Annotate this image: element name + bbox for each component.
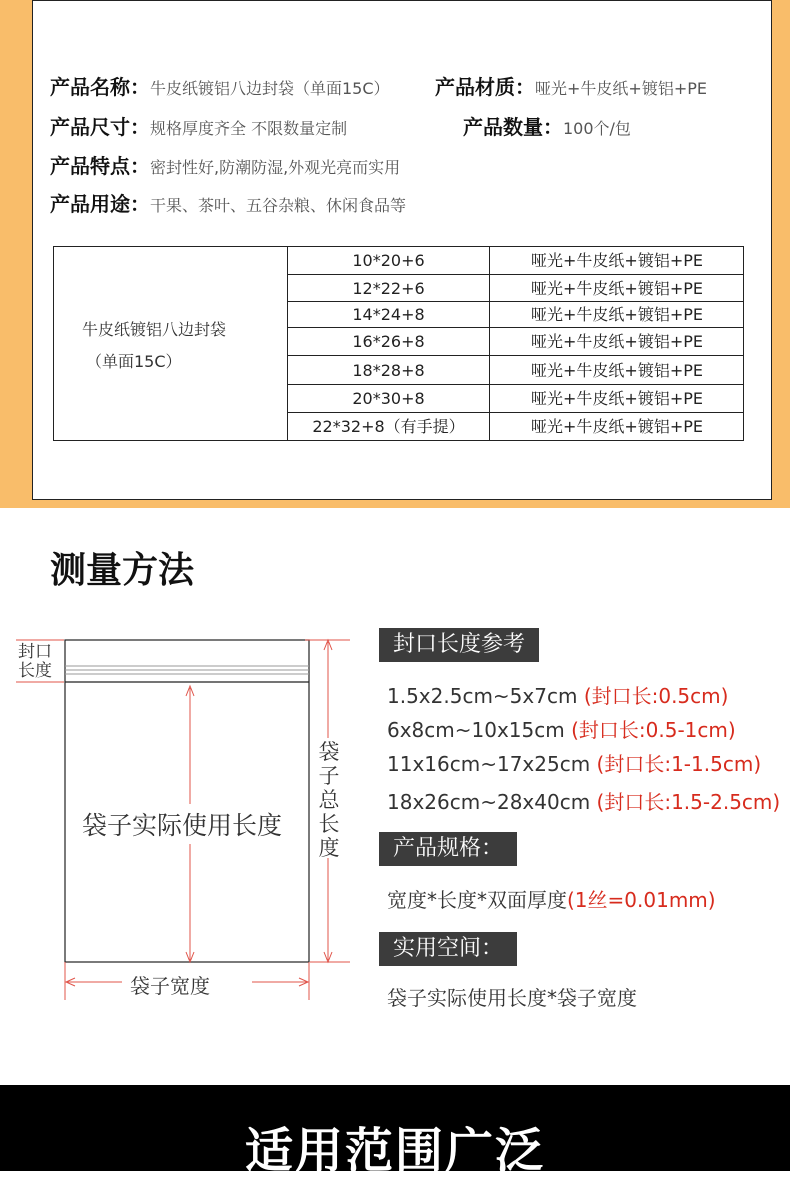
row-size: 14*24+8 — [288, 302, 490, 327]
product-name-line1: 牛皮纸镀铝八边封袋 — [82, 320, 227, 339]
spec-table — [53, 246, 744, 441]
seal-label-line2: 长度 — [18, 661, 52, 681]
table-row — [288, 413, 744, 440]
total-length-label — [317, 740, 341, 860]
row-material: 哑光+牛皮纸+镀铝+PE — [531, 332, 703, 351]
table-row — [288, 328, 744, 356]
row-material: 哑光+牛皮纸+镀铝+PE — [531, 389, 703, 408]
row-size: 12*22+6 — [288, 275, 490, 301]
row-size: 20*30+8 — [288, 385, 490, 412]
row-size: 18*28+8 — [288, 356, 490, 384]
product-name-line2: （单面15C） — [86, 352, 182, 371]
seal-ref-item: 18x26cm~28x40cm (封口长:1.5-2.5cm) — [387, 790, 781, 814]
table-row — [288, 385, 744, 413]
row-size: 10*20+6 — [288, 247, 490, 274]
info-feature: 产品特点：密封性好,防潮防湿,外观光亮而实用 — [50, 154, 401, 178]
row-size: 16*26+8 — [288, 328, 490, 355]
row-material: 哑光+牛皮纸+镀铝+PE — [531, 279, 703, 298]
bag-outline — [65, 640, 309, 962]
info-size: 产品尺寸：规格厚度齐全 不限数量定制 — [50, 115, 348, 139]
info-quantity: 产品数量：100个/包 — [463, 115, 631, 139]
seal-ref-item: 1.5x2.5cm~5x7cm (封口长:0.5cm) — [387, 684, 729, 708]
seal-ref-item: 11x16cm~17x25cm (封口长:1-1.5cm) — [387, 752, 762, 776]
total-char: 子 — [318, 764, 340, 788]
seal-reference-title: 封口长度参考 — [379, 628, 539, 662]
spec-title: 产品规格： — [379, 832, 517, 866]
total-char: 度 — [318, 836, 340, 860]
bag-width-label: 袋子宽度 — [130, 974, 210, 998]
seal-label-line1: 封口 — [18, 642, 52, 662]
row-size: 22*32+8（有手提） — [288, 413, 490, 440]
total-char: 总 — [318, 788, 340, 812]
info-usage: 产品用途：干果、茶叶、五谷杂粮、休闲食品等 — [50, 192, 407, 216]
table-row — [288, 356, 744, 385]
seal-length-label — [18, 643, 52, 681]
usable-length-label: 袋子实际使用长度 — [82, 804, 282, 844]
row-material: 哑光+牛皮纸+镀铝+PE — [531, 417, 703, 436]
spec-text: 宽度*长度*双面厚度(1丝=0.01mm) — [387, 888, 716, 912]
row-material: 哑光+牛皮纸+镀铝+PE — [531, 251, 703, 270]
seal-ref-item: 6x8cm~10x15cm (封口长:0.5-1cm) — [387, 718, 736, 742]
measure-heading: 测量方法 — [50, 550, 195, 591]
spec-product-name — [54, 247, 288, 440]
row-material: 哑光+牛皮纸+镀铝+PE — [531, 305, 703, 324]
table-row — [288, 275, 744, 302]
info-material: 产品材质：哑光+牛皮纸+镀铝+PE — [435, 75, 707, 99]
space-title: 实用空间： — [379, 932, 517, 966]
table-row — [288, 302, 744, 328]
total-char: 长 — [318, 812, 340, 836]
product-info-card — [32, 0, 772, 500]
total-char: 袋 — [318, 740, 340, 764]
row-material: 哑光+牛皮纸+镀铝+PE — [531, 361, 703, 380]
info-name: 产品名称：牛皮纸镀铝八边封袋（单面15C） — [50, 75, 390, 99]
space-text: 袋子实际使用长度*袋子宽度 — [387, 986, 637, 1010]
banner-title: 适用范围广泛 — [244, 1123, 545, 1179]
table-row — [288, 247, 744, 275]
